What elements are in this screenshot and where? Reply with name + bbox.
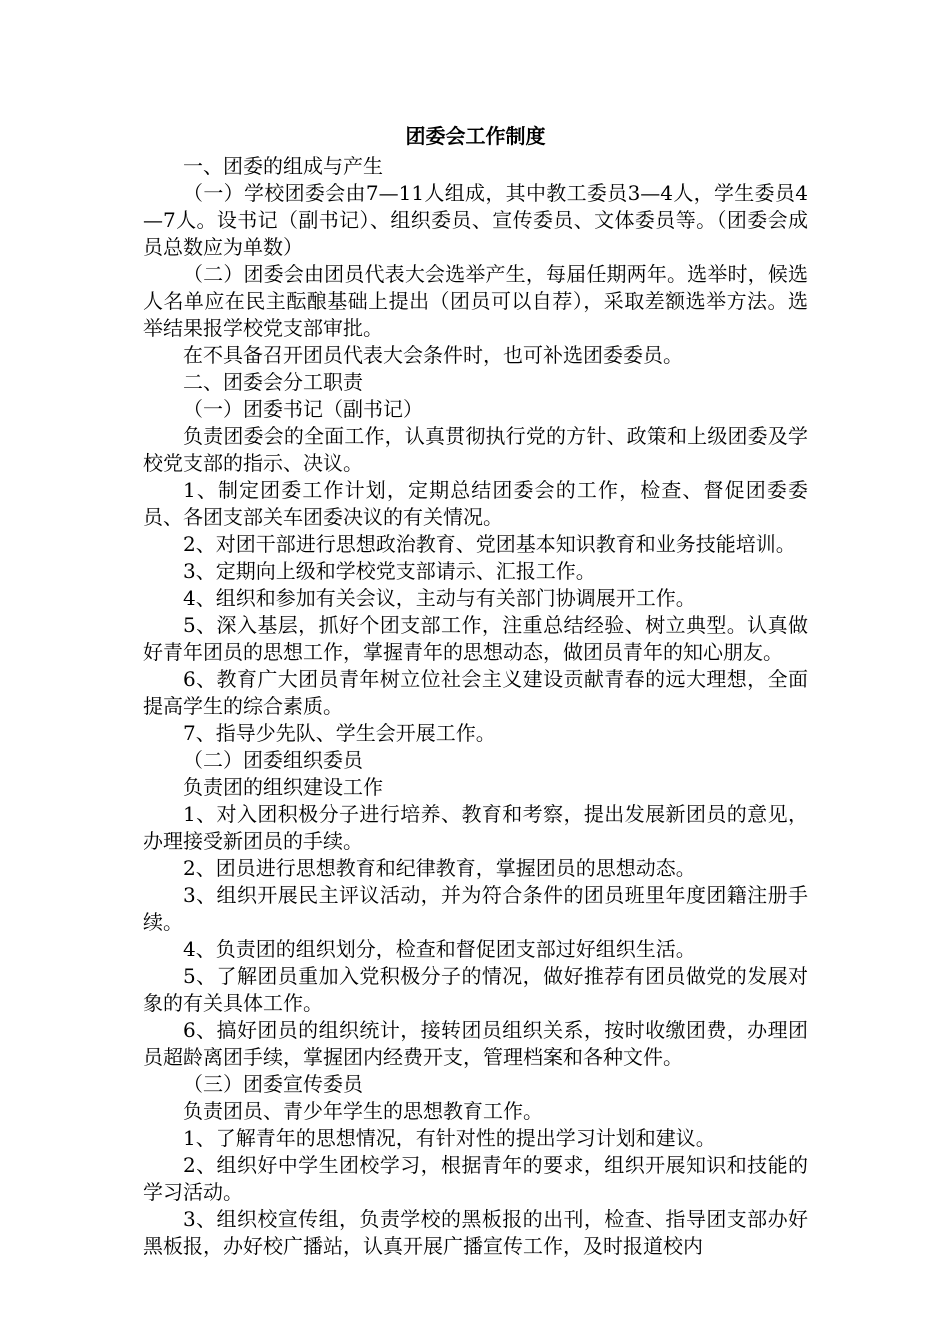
list-item: 4、负责团的组织划分，检查和督促团支部过好组织生活。 [183, 937, 696, 961]
list-item: 3、定期向上级和学校党支部请示、汇报工作。 [183, 559, 596, 583]
list-item: 2、对团干部进行思想政治教育、党团基本知识教育和业务技能培训。 [183, 532, 796, 556]
subsection-heading: （二）团委组织委员 [183, 748, 363, 772]
paragraph: 在不具备召开团员代表大会条件时，也可补选团委委员。 [183, 343, 683, 367]
list-item: 1、对入团积极分子进行培养、教育和考察，提出发展新团员的意见，办理接受新团员的手续。 [143, 802, 808, 853]
list-item: 5、深入基层，抓好个团支部工作，注重总结经验、树立典型。认真做好青年团员的思想工作，掌握青年的思想动态，做团员青年的知心朋友。 [143, 613, 808, 664]
subsection-heading: （三）团委宣传委员 [183, 1072, 363, 1096]
list-item: 2、组织好中学生团校学习，根据青年的要求，组织开展知识和技能的学习活动。 [143, 1153, 808, 1204]
list-item: 5、了解团员重加入党积极分子的情况，做好推荐有团员做党的发展对象的有关具体工作。 [143, 964, 808, 1015]
paragraph: （二）团委会由团员代表大会选举产生，每届任期两年。选举时，候选人名单应在民主酝酿基础上提出（团员可以自荐），采取差额选举方法。选举结果报学校党支部审批。 [143, 262, 808, 340]
list-item: 1、了解青年的思想情况，有针对性的提出学习计划和建议。 [183, 1126, 716, 1150]
paragraph: 负责团委会的全面工作，认真贯彻执行党的方针、政策和上级团委及学校党支部的指示、决议。 [143, 424, 808, 475]
subsection-heading: （一）团委书记（副书记） [183, 397, 423, 421]
list-item: 7、指导少先队、学生会开展工作。 [183, 721, 496, 745]
document-title: 团委会工作制度 [405, 124, 546, 148]
paragraph: （一）学校团委会由7—11人组成，其中教工委员3—4人，学生委员4—7人。设书记（副书记）、组织委员、宣传委员、文体委员等。（团委会成员总数应为单数） [143, 181, 808, 259]
document-page [143, 121, 808, 1260]
list-item: 1、制定团委工作计划，定期总结团委会的工作，检查、督促团委委员、各团支部关车团委决议的有关情况。 [143, 478, 808, 529]
list-item: 4、组织和参加有关会议，主动与有关部门协调展开工作。 [183, 586, 696, 610]
list-item: 6、教育广大团员青年树立位社会主义建设贡献青春的远大理想，全面提高学生的综合素质。 [143, 667, 808, 718]
section-heading: 一、团委的组成与产生 [183, 154, 383, 178]
list-item: 6、搞好团员的组织统计，接转团员组织关系，按时收缴团费，办理团员超龄离团手续，掌握团内经费开支，管理档案和各种文件。 [143, 1018, 808, 1069]
list-item: 3、组织开展民主评议活动，并为符合条件的团员班里年度团籍注册手续。 [143, 883, 808, 934]
list-item: 3、组织校宣传组，负责学校的黑板报的出刊，检查、指导团支部办好黑板报，办好校广播站，认真开展广播宣传工作，及时报道校内 [143, 1207, 808, 1258]
paragraph: 负责团员、青少年学生的思想教育工作。 [183, 1099, 543, 1123]
section-heading: 二、团委会分工职责 [183, 370, 363, 394]
list-item: 2、团员进行思想教育和纪律教育，掌握团员的思想动态。 [183, 856, 696, 880]
paragraph: 负责团的组织建设工作 [183, 775, 383, 799]
